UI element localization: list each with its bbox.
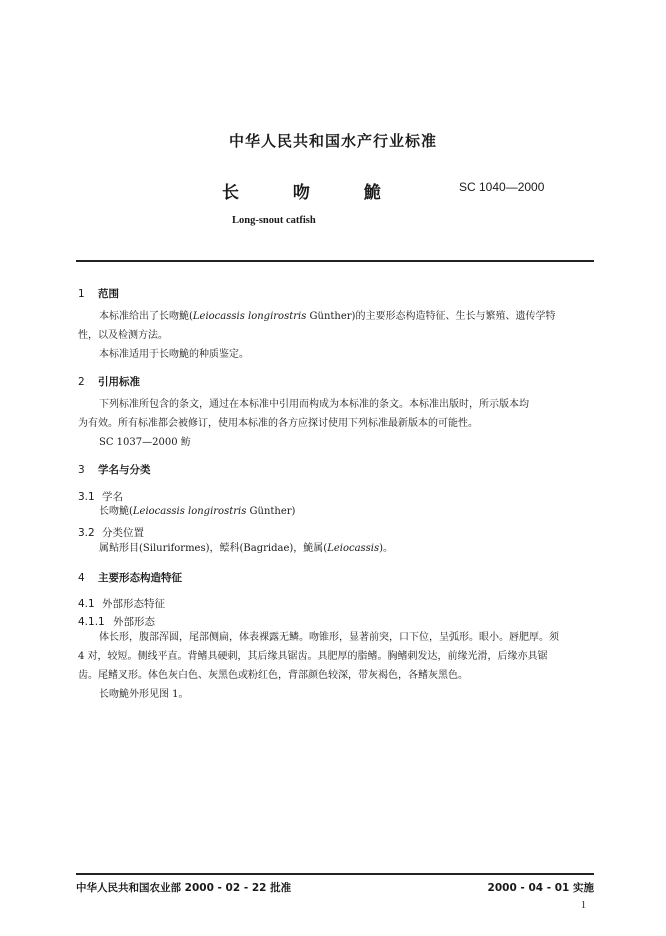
subsection-4-1-heading: 4.1 外部形态特征 <box>78 598 165 610</box>
page-number: 1 <box>581 900 586 911</box>
top-divider <box>76 260 594 262</box>
section-number: 1 <box>78 288 85 300</box>
latin-name: Leiocassis longirostris <box>192 311 307 322</box>
subsection-3-1-heading: 3.1 学名 <box>78 491 123 503</box>
section-number: 4 <box>78 572 85 584</box>
implementation-date: 2000 - 04 - 01 实施 <box>487 882 594 894</box>
section-1-heading <box>78 286 119 301</box>
standard-number: SC 1040—2000 <box>459 180 545 194</box>
section-title: 主要形态构造特征 <box>98 572 182 584</box>
approval-date: 中华人民共和国农业部 2000 - 02 - 22 批准 <box>76 882 292 894</box>
subsection-3-2-heading: 3.2 分类位置 <box>78 527 144 539</box>
bottom-divider <box>76 873 594 875</box>
section-2-paragraph: 下列标准所包含的条文，通过在本标准中引用而构成为本标准的条文。本标准出版时，所示版本均 为有效。所有标准都会被修订，使用本标准的各方应探讨使用下列标准最新版本的可能性。 SC 1037—2000 鲂 <box>78 395 600 452</box>
organization-title: 中华人民共和国水产行业标准 <box>228 132 437 150</box>
section-number: 2 <box>78 376 85 388</box>
section-1-paragraph-1: 本标准给出了长吻鮠(Leiocassis longirostris Günther)的主要形态构造特征、生长与繁殖、遗传学特 性，以及检测方法。 <box>78 311 556 341</box>
section-title: 范围 <box>98 288 119 300</box>
taxonomic-position: 属鲇形目(Siluriformes)，鲿科(Bagridae)，鮠属(Leiocassis)。 <box>99 543 394 554</box>
scientific-name: 长吻鮠(Leiocassis longirostris Günther) <box>99 506 296 517</box>
section-1-paragraph-2: 本标准适用于长吻鮠的种质鉴定。 <box>99 349 249 360</box>
english-title: Long-snout catfish <box>232 215 316 226</box>
section-3-heading <box>78 462 151 477</box>
subsection-4-1-1-heading: 4.1.1 外部形态 <box>78 616 155 628</box>
section-4-heading <box>78 570 182 585</box>
section-number: 3 <box>78 464 85 476</box>
section-2-heading <box>78 374 140 389</box>
document-title: 长 吻 鮠 <box>222 183 405 203</box>
section-title: 学名与分类 <box>98 464 151 476</box>
section-title: 引用标准 <box>98 376 140 388</box>
referenced-standard: SC 1037—2000 鲂 <box>99 437 191 448</box>
external-morphology-paragraph: 体长形，腹部浑圆，尾部侧扁，体表裸露无鳞。吻锥形，显著前突，口下位，呈弧形。眼小。唇肥厚。须 4 对，较短。侧线平直。背鳍具硬刺，其后缘具锯齿。具肥厚的脂鳍。胸鳍刺发达，前缘光滑，后缘亦具锯 齿。尾鳍叉形。体色灰白色、灰黑色或粉红色，背部颜色较深，带灰褐色，各鳍灰黑色。 长吻鮠外形见图 1。 <box>78 632 559 700</box>
